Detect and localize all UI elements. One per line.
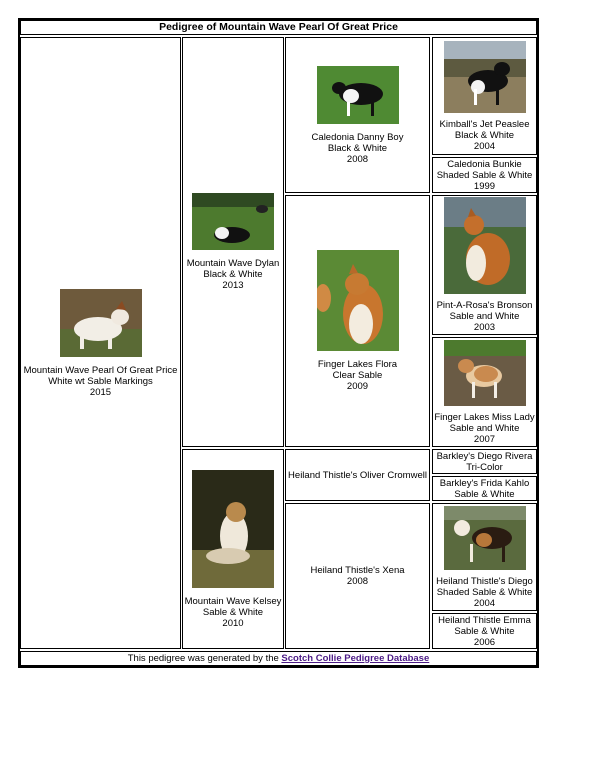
footer-text: This pedigree was generated by the [127, 653, 282, 664]
dog-photo-subject [60, 289, 142, 357]
dog-card-dam-sire [285, 449, 430, 501]
dog-color-dam: Sable & White [202, 606, 264, 618]
dog-year-ddd: 2006 [473, 636, 496, 648]
dog-year-ssd: 1999 [473, 180, 496, 192]
dog-name-dam-sire: Heiland Thistle's Oliver Cromwell [288, 469, 427, 481]
dog-year-sire: 2013 [222, 280, 244, 291]
dog-color-sire: Black & White [203, 269, 263, 280]
dog-name-ddd: Heiland Thistle Emma [438, 614, 531, 626]
dog-color-sire-sire: Black & White [327, 142, 388, 154]
dog-photo-sss [444, 41, 526, 113]
dog-name-sss: Kimball's Jet Peaslee [439, 118, 530, 130]
dog-color-subject: White wt Sable Markings [48, 375, 153, 387]
dog-year-sss: 2004 [473, 140, 496, 152]
dog-color-ssd: Shaded Sable & White [436, 169, 533, 181]
dog-color-sss: Black & White [454, 129, 515, 141]
dog-name-sds: Pint-A-Rosa's Bronson [436, 300, 533, 311]
dog-photo-sire-dam [317, 250, 399, 351]
dog-card-sss [432, 37, 537, 155]
dog-name-dss: Barkley's Diego Rivera [436, 450, 533, 462]
dog-year-sire-dam: 2009 [346, 381, 369, 392]
dog-name-sire-dam: Finger Lakes Flora [317, 359, 398, 370]
dog-year-subject: 2015 [89, 386, 112, 398]
dog-year-sdd: 2007 [473, 433, 496, 445]
dog-photo-sire [192, 193, 274, 250]
pedigree-title: Pedigree of Mountain Wave Pearl Of Great Price [20, 20, 537, 35]
dog-name-sire: Mountain Wave Dylan [186, 258, 280, 269]
dog-name-ssd: Caledonia Bunkie [447, 158, 522, 170]
dog-name-subject: Mountain Wave Pearl Of Great Price [23, 364, 178, 376]
dog-year-dam-dam: 2008 [346, 576, 369, 587]
dog-color-sds: Sable and White [449, 311, 520, 322]
dog-card-dss [432, 449, 537, 474]
dog-name-dds: Heiland Thistle's Diego [436, 575, 533, 587]
dog-color-sdd: Sable and White [449, 422, 520, 434]
dog-card-sds [432, 195, 537, 335]
dog-name-dam-dam: Heiland Thistle's Xena [310, 565, 405, 576]
dog-year-sire-sire: 2008 [346, 153, 369, 165]
dog-color-dss: Tri-Color [466, 461, 503, 473]
dog-card-dam-dam [285, 503, 430, 649]
dog-name-dsd: Barkley's Frida Kahlo [439, 477, 530, 489]
dog-photo-dds [444, 506, 526, 570]
dog-photo-dam [192, 470, 274, 588]
dog-card-dds [432, 503, 537, 611]
dog-color-sire-dam: Clear Sable [332, 370, 383, 381]
dog-card-sire-dam [285, 195, 430, 447]
dog-color-dsd: Sable & White [454, 488, 515, 500]
dog-card-dsd [432, 476, 537, 501]
dog-color-ddd: Sable & White [454, 625, 515, 637]
dog-card-subject [20, 37, 181, 649]
dog-year-dds: 2004 [473, 597, 496, 609]
dog-card-sire-sire [285, 37, 430, 193]
dog-photo-sds [444, 197, 526, 294]
dog-color-dds: Shaded Sable & White [436, 586, 533, 598]
dog-card-sdd [432, 337, 537, 447]
dog-card-ddd [432, 613, 537, 649]
dog-photo-sdd [444, 340, 526, 406]
dog-card-dam [182, 449, 284, 649]
dog-card-ssd [432, 157, 537, 193]
dog-photo-sire-sire [317, 66, 399, 124]
dog-card-sire [182, 37, 284, 447]
pedigree-footer [20, 651, 537, 666]
dog-name-sire-sire: Caledonia Danny Boy [311, 131, 404, 143]
dog-year-dam: 2010 [222, 617, 244, 629]
dog-year-sds: 2003 [473, 322, 496, 333]
dog-name-sdd: Finger Lakes Miss Lady [434, 411, 535, 423]
dog-name-dam: Mountain Wave Kelsey [184, 595, 282, 607]
database-link[interactable]: Scotch Collie Pedigree Database [281, 653, 430, 664]
